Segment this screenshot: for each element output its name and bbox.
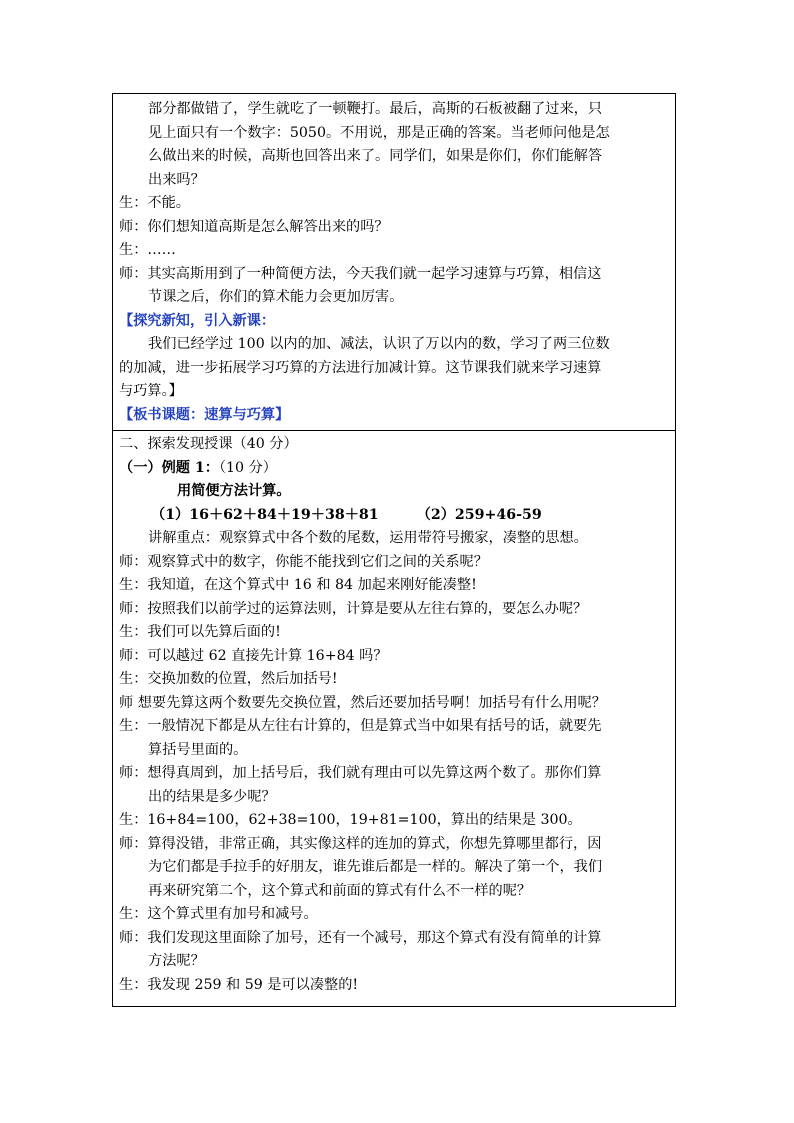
story-line: 么做出来的时候，高斯也回答出来了。同学们，如果是你们，你们能解答	[148, 148, 603, 164]
explore-line: 与巧算。】	[119, 383, 183, 399]
dialogue-line: 生：……	[119, 242, 176, 258]
example-label: （一）例题 1：	[119, 459, 219, 476]
dialogue-line-continued: 算括号里面的。	[148, 741, 248, 758]
dialogue-line: 师：想得真周到，加上括号后，我们就有理由可以先算这两个数了。那你们算	[119, 765, 602, 781]
dialogue-line: 讲解重点：观察算式中各个数的尾数，运用带符号搬家，凑整的思想。	[148, 530, 588, 546]
dialogue-line: 师：算得没错，非常正确，其实像这样的连加的算式，你想先算哪里都行，因	[119, 835, 602, 852]
formulas	[119, 504, 671, 528]
dialogue-line: 师：可以越过 62 直接先计算 16+84 吗？	[119, 647, 388, 664]
dialogue-line: 生：16+84=100，62+38=100，19+81=100，算出的结果是 300。	[119, 812, 582, 828]
example-heading	[119, 457, 671, 481]
dialogue-line: 生：不能。	[119, 195, 190, 211]
explore-heading: 【探究新知，引入新课：	[119, 312, 276, 329]
dialogue-line: 师：按照我们以前学过的运算法则，计算是要从左往右算的，要怎么办呢？	[119, 600, 588, 617]
row-divider	[113, 430, 675, 431]
dialogue-line: 生：我发现 259 和 59 是可以凑整的!	[119, 976, 359, 993]
story-line: 出来吗？	[148, 171, 205, 188]
task-text: 用简便方法计算。	[177, 483, 291, 499]
explore-line: 的加减，进一步拓展学习巧算的方法进行加减计算。这节课我们就来学习速算	[119, 359, 602, 376]
dialogue-line-continued: 为它们都是手拉手的好朋友，谁先谁后都是一样的。解决了第一个，我们	[148, 859, 603, 875]
dialogue-line: 师：你们想知道高斯是怎么解答出来的吗？	[119, 218, 389, 235]
dialogue-line-continued: 方法呢？	[148, 953, 205, 969]
dialogue-line: 师：其实高斯用到了一种简便方法，今天我们就一起学习速算与巧算，相信这	[119, 265, 602, 282]
example-time: （10 分）	[218, 459, 277, 476]
dialogue-line-continued: 出的结果是多少呢？	[148, 788, 276, 805]
dialogue-line: 生：我们可以先算后面的!	[119, 624, 281, 640]
dialogue-line: 生：交换加数的位置，然后加括号!	[119, 671, 338, 687]
board-title: 【板书课题：速算与巧算】	[119, 406, 290, 423]
dialogue-line: 师：观察算式中的数字，你能不能找到它们之间的关系呢？	[119, 553, 488, 570]
formula-1: （1）16＋62＋84＋19＋38＋81	[151, 506, 379, 523]
story-line: 见上面只有一个数字：5050。不用说，那是正确的答案。当老师问他是怎	[148, 124, 610, 141]
section-title: 二、探索发现授课（40 分）	[119, 436, 298, 452]
story-line: 部分都做错了，学生就吃了一顿鞭打。最后，高斯的石板被翻了过来，只	[148, 101, 603, 117]
dialogue-line: 生：我知道，在这个算式中 16 和 84 加起来刚好能凑整!	[119, 577, 477, 593]
formula-2: （2）259+46-59	[416, 506, 542, 523]
dialogue-line: 师 想要先算这两个数要先交换位置，然后还要加括号啊！加括号有什么用呢？	[119, 694, 606, 711]
explore-line: 我们已经学过 100 以内的加、减法，认识了万以内的数，学习了两三位数	[148, 336, 610, 352]
lesson-table	[112, 93, 676, 1007]
dialogue-line: 师：我们发现这里面除了加号，还有一个减号，那这个算式有没有简单的计算	[119, 929, 602, 946]
dialogue-line: 生：一般情况下都是从左往右计算的，但是算式当中如果有括号的话，就要先	[119, 718, 602, 734]
dialogue-line-continued: 再来研究第二个，这个算式和前面的算式有什么不一样的呢？	[148, 882, 532, 899]
dialogue-list	[119, 527, 671, 997]
table-row-explore	[119, 433, 671, 997]
dialogue-line: 生：这个算式里有加号和减号。	[119, 906, 318, 922]
table-row-intro	[119, 98, 671, 427]
dialogue-line: 节课之后，你们的算术能力会更加厉害。	[148, 289, 404, 305]
